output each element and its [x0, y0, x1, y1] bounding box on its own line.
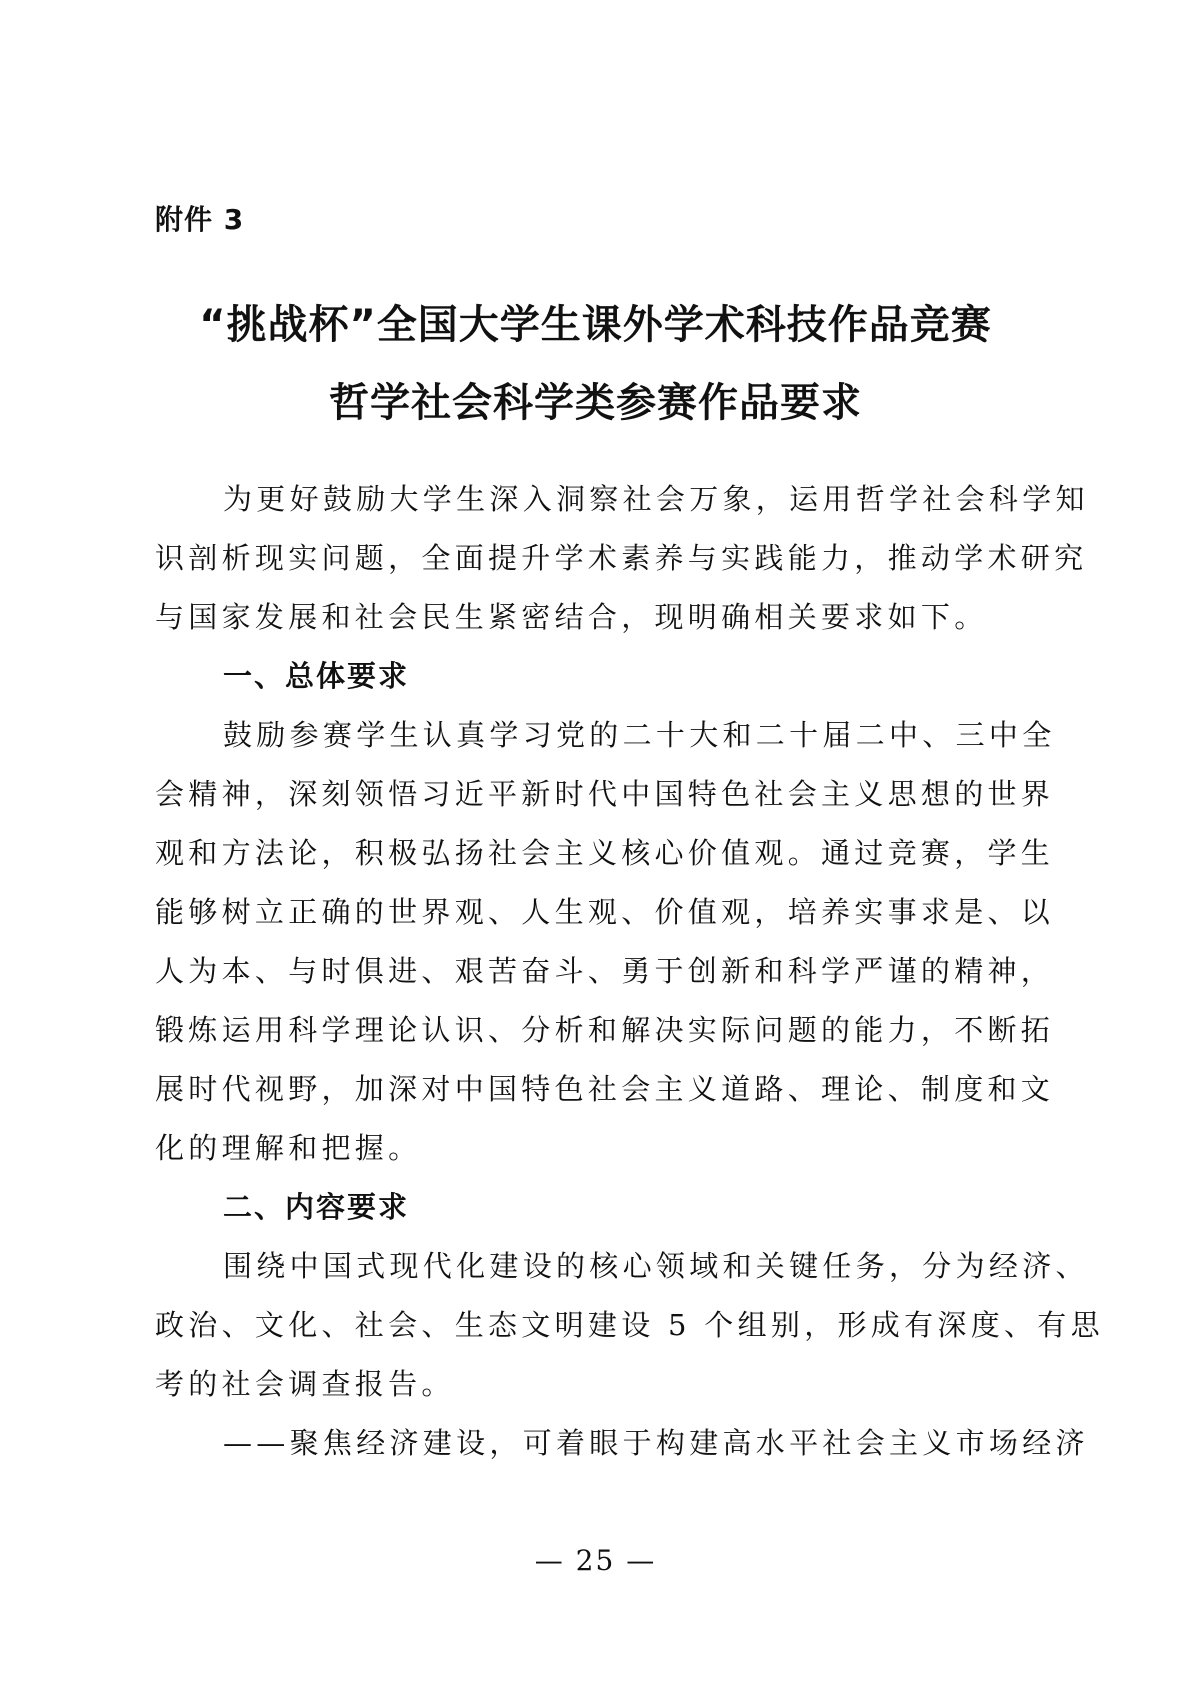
document-title-line-1: “挑战杯”全国大学生课外学术科技作品竞赛: [199, 302, 992, 348]
section-1-line: 化的理解和把握。: [155, 1131, 422, 1165]
section-1-line: 人为本、与时俱进、艰苦奋斗、勇于创新和科学严谨的精神，: [155, 954, 1055, 988]
intro-line: 识剖析现实问题，全面提升学术素养与实践能力，推动学术研究: [155, 541, 1088, 575]
intro-line: 为更好鼓励大学生深入洞察社会万象，运用哲学社会科学知: [223, 482, 1089, 516]
section-1-line: 观和方法论，积极弘扬社会主义核心价值观。通过竞赛，学生: [155, 836, 1055, 870]
section-2-line: ——聚焦经济建设，可着眼于构建高水平社会主义市场经济: [223, 1426, 1089, 1460]
section-1-heading: 一、总体要求: [223, 659, 410, 693]
document-title-line-2: 哲学社会科学类参赛作品要求: [329, 380, 862, 426]
section-2-line: 围绕中国式现代化建设的核心领域和关键任务，分为经济、: [223, 1249, 1089, 1283]
section-1-line: 会精神，深刻领悟习近平新时代中国特色社会主义思想的世界: [155, 777, 1055, 811]
attachment-label: 附件 3: [155, 203, 245, 236]
document-body: [155, 470, 1104, 1473]
page-number: — 25 —: [534, 1544, 657, 1577]
section-1-line: 鼓励参赛学生认真学习党的二十大和二十届二中、三中全: [223, 718, 1056, 752]
section-2-heading: 二、内容要求: [223, 1190, 410, 1224]
section-2-line: 考的社会调查报告。: [155, 1367, 455, 1401]
section-1-line: 展时代视野，加深对中国特色社会主义道路、理论、制度和文: [155, 1072, 1055, 1106]
section-2-line: 政治、文化、社会、生态文明建设 5 个组别，形成有深度、有思: [155, 1308, 1104, 1342]
section-1-line: 锻炼运用科学理论认识、分析和解决实际问题的能力，不断拓: [155, 1013, 1055, 1047]
intro-line: 与国家发展和社会民生紧密结合，现明确相关要求如下。: [155, 600, 988, 634]
section-1-line: 能够树立正确的世界观、人生观、价值观，培养实事求是、以: [155, 895, 1055, 929]
